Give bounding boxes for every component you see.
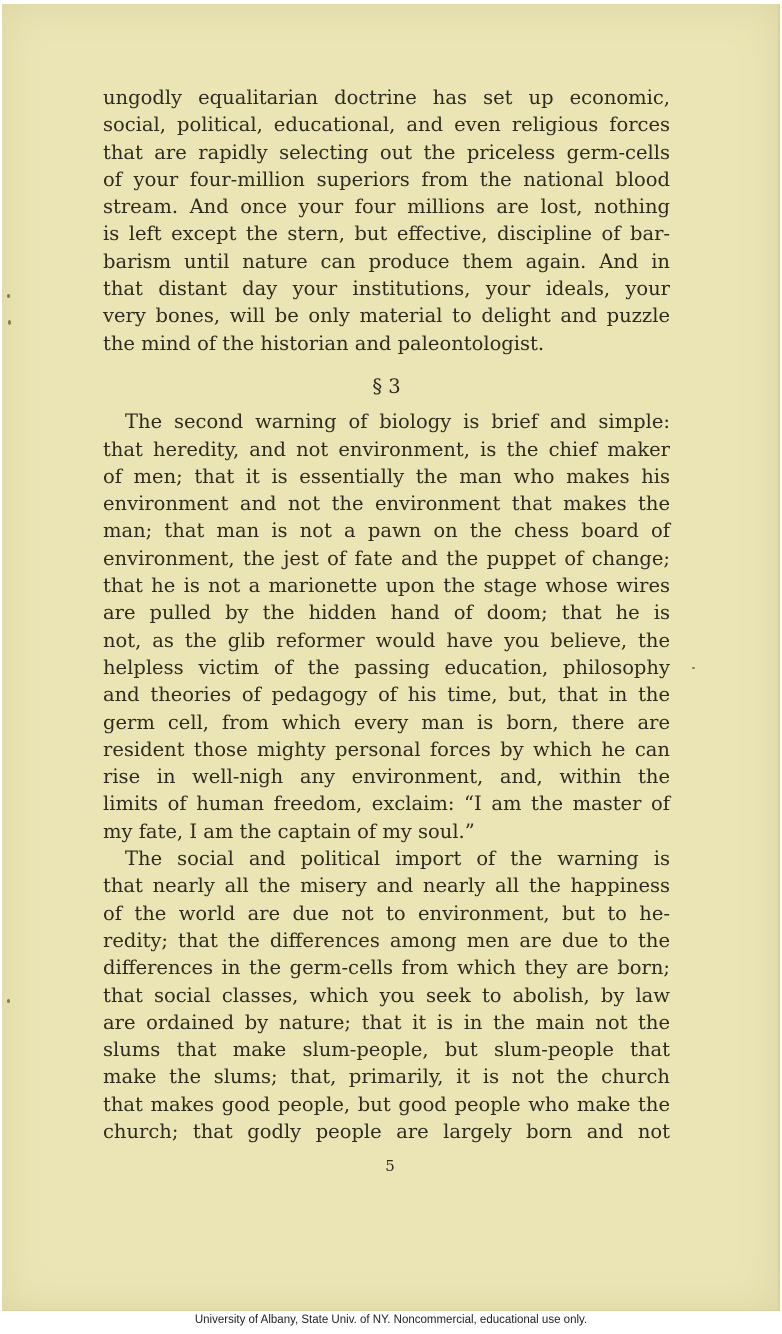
text-line: are pulled by the hidden hand of doom; that he is: [103, 601, 670, 625]
text-line: my fate, I am the captain of my soul.”: [103, 819, 475, 843]
text-line: are ordained by nature; that it is in the main not the: [103, 1010, 670, 1034]
text-line: The second warning of biology is brief and simple:: [125, 410, 670, 434]
text-line: barism until nature can produce them again. And in: [103, 249, 670, 273]
paper-sheet: [2, 4, 780, 1311]
text-line: the mind of the historian and paleontologist.: [103, 331, 545, 355]
text-line: church; that godly people are largely born and not: [103, 1119, 670, 1143]
text-line: man; that man is not a pawn on the chess board of: [103, 519, 670, 543]
text-line: that makes good people, but good people who make the: [103, 1092, 670, 1116]
text-line: resident those mighty personal forces by which he can: [103, 737, 670, 761]
text-line: very bones, will be only material to delight and puzzle: [103, 304, 670, 328]
text-line: that distant day your institutions, your ideals, your: [103, 277, 670, 301]
page-number: 5: [385, 1157, 395, 1175]
text-line: social, political, educational, and even religious forces: [103, 113, 670, 137]
text-line: environment, the jest of fate and the puppet of change;: [103, 546, 670, 570]
text-line: germ cell, from which every man is born, there are: [103, 710, 670, 734]
text-line: that he is not a marionette upon the stage whose wires: [103, 574, 670, 598]
text-line: that heredity, and not environment, is the chief maker: [103, 437, 670, 461]
text-line: of your four-million superiors from the national blood: [103, 167, 670, 191]
text-line: that nearly all the misery and nearly all the happiness: [103, 874, 670, 898]
text-line: differences in the germ-cells from which they are born;: [103, 956, 670, 980]
text-line: helpless victim of the passing education, philosophy: [103, 655, 670, 679]
text-line: limits of human freedom, exclaim: “I am the master of: [103, 792, 670, 816]
text-line: stream. And once your four millions are lost, nothing: [103, 195, 670, 219]
text-line: and theories of pedagogy of his time, but, that in the: [103, 683, 670, 707]
text-line: is left except the stern, but effective, discipline of bar-: [103, 222, 670, 246]
paragraph-2: [103, 408, 670, 845]
text-line: ungodly equalitarian doctrine has set up economic,: [103, 86, 670, 109]
text-line: that are rapidly selecting out the priceless germ-cells: [103, 140, 670, 164]
paper-speck: [7, 294, 10, 298]
text-line: of the world are due not to environment, but to he-: [103, 901, 670, 925]
text-line: The social and political import of the warning is: [125, 847, 670, 871]
section-heading: § 3: [372, 374, 401, 398]
text-line: slums that make slum-people, but slum-people that: [103, 1038, 670, 1062]
body-text: [103, 84, 670, 1145]
text-line: environment and not the environment that makes the: [103, 492, 670, 516]
paragraph-1: [103, 84, 670, 357]
text-line: rise in well-nigh any environment, and, within the: [103, 765, 670, 789]
text-line: that social classes, which you seek to abolish, by law: [103, 983, 670, 1007]
text-line: not, as the glib reformer would have you believe, the: [103, 628, 670, 652]
paper-speck: [692, 667, 695, 669]
paper-speck: [8, 320, 11, 325]
text-line: redity; that the differences among men are due to the: [103, 928, 670, 952]
text-line: make the slums; that, primarily, it is not the church: [103, 1065, 670, 1089]
text-line: of men; that it is essentially the man who makes his: [103, 464, 670, 488]
copyright-footer: University of Albany, State Univ. of NY. Noncommercial, educational use only.: [194, 1314, 588, 1326]
paper-speck: [7, 999, 10, 1003]
paragraph-3: [103, 845, 670, 1145]
